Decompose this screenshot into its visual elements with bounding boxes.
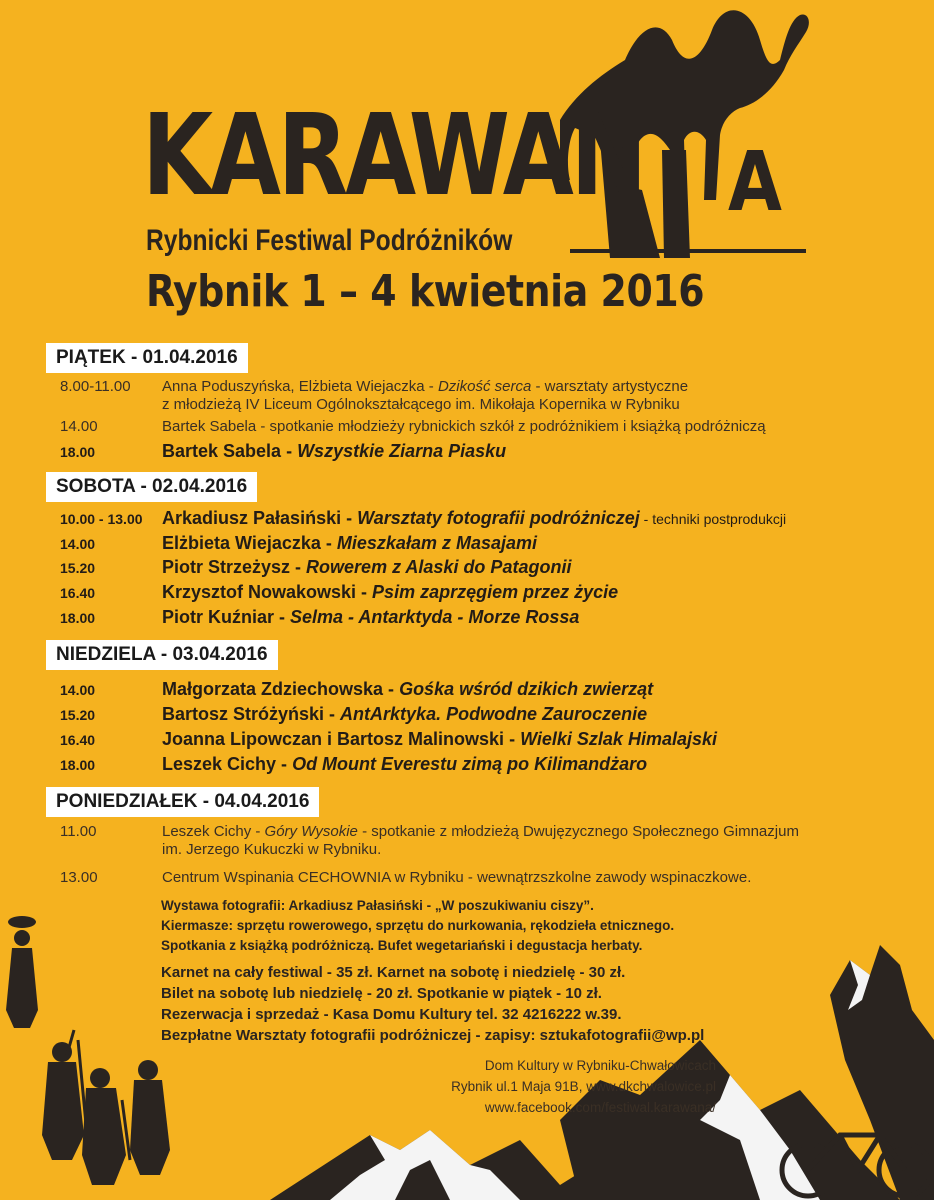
event-time: 11.00 [60,823,97,840]
event-desc: Arkadiusz Pałasiński - Warsztaty fotografii podróżniczej - techniki postprodukcji [162,508,787,528]
event-desc: Bartosz Stróżyński - AntArktyka. Podwodne Zauroczenie [162,704,648,724]
festival-title: KARAWAN [142,91,645,221]
event-desc: Leszek Cichy - Góry Wysokie - spotkanie z młodzieżą Dwujęzycznego Społecznego Gimnazjum [162,823,799,840]
price-line: Karnet na cały festiwal - 35 zł. Karnet na sobotę i niedzielę - 30 zł. [161,964,626,981]
event-desc: Leszek Cichy - Od Mount Everestu zimą po Kilimandżaro [162,754,648,774]
event-desc: Anna Poduszyńska, Elżbieta Wiejaczka - Dzikość serca - warsztaty artystyczne [162,378,689,395]
title-divider [570,249,806,253]
day-header-friday: PIĄTEK - 01.04.2016 [46,343,248,373]
facebook-link[interactable]: www.facebook.com/festiwal.karawana/ [484,1100,716,1115]
organizer-address[interactable]: Rybnik ul.1 Maja 91B, www.dkchwalowice.pl [451,1079,716,1094]
price-line: Rezerwacja i sprzedaż - Kasa Domu Kultury tel. 32 4216222 w.39. [161,1006,622,1023]
event-desc: Joanna Lipowczan i Bartosz Malinowski - Wielki Szlak Himalajski [162,729,717,749]
event-time: 18.00 [60,610,96,626]
info-line: Kiermasze: sprzętu rowerowego, sprzętu do nurkowania, rękodzieła etnicznego. [161,918,675,933]
event-time: 10.00 - 13.00 [60,511,143,527]
event-time: 15.20 [60,560,96,576]
event-time: 16.40 [60,585,96,601]
event-desc: Bartek Sabela - Wszystkie Ziarna Piasku [162,441,507,461]
day-header-monday: PONIEDZIAŁEK - 04.04.2016 [46,787,319,817]
event-time: 14.00 [60,536,96,552]
price-line: Bilet na sobotę lub niedzielę - 20 zł. Spotkanie w piątek - 10 zł. [161,985,602,1002]
event-time: 15.20 [60,707,96,723]
event-time: 8.00-11.00 [60,378,131,395]
festival-subtitle: Rybnicki Festiwal Podróżników [146,224,513,257]
info-line: Spotkania z książką podróżniczą. Bufet wegetariański i degustacja herbaty. [161,938,643,953]
day-header-saturday: SOBOTA - 02.04.2016 [46,472,257,502]
price-line: Bezpłatne Warsztaty fotografii podróżniczej - zapisy: sztukafotografii@wp.pl [161,1027,705,1044]
event-time: 14.00 [60,418,98,435]
event-desc: Elżbieta Wiejaczka - Mieszkałam z Masajami [162,533,538,553]
day-header-sunday: NIEDZIELA - 03.04.2016 [46,640,278,670]
event-desc-cont: z młodzieżą IV Liceum Ogólnokształcącego im. Mikołaja Kopernika w Rybniku [162,396,680,413]
event-time: 13.00 [60,869,98,886]
event-desc: Bartek Sabela - spotkanie młodzieży rybnickich szkół z podróżnikiem i książką podróżniczą [162,418,766,435]
event-desc: Piotr Kuźniar - Selma - Antarktyda - Morze Rossa [162,607,580,627]
event-time: 14.00 [60,682,96,698]
event-desc-cont: im. Jerzego Kukuczki w Rybniku. [162,841,382,858]
info-line: Wystawa fotografii: Arkadiusz Pałasiński - „W poszukiwaniu ciszy”. [161,898,594,913]
festival-title-end: A [728,135,782,230]
festival-dates: Rybnik 1 – 4 kwietnia 2016 [146,266,705,317]
event-time: 16.40 [60,732,96,748]
event-desc: Centrum Wspinania CECHOWNIA w Rybniku - wewnątrzszkolne zawody wspinaczkowe. [162,869,752,886]
event-desc: Piotr Strzeżysz - Rowerem z Alaski do Patagonii [162,557,572,577]
organizer-name: Dom Kultury w Rybniku-Chwałowicach [484,1058,716,1073]
people-silhouettes-icon [6,916,170,1185]
event-time: 18.00 [60,757,96,773]
event-desc: Krzysztof Nowakowski - Psim zaprzęgiem przez życie [162,582,619,602]
event-desc: Małgorzata Zdziechowska - Gośka wśród dzikich zwierząt [162,679,654,699]
event-time: 18.00 [60,444,96,460]
